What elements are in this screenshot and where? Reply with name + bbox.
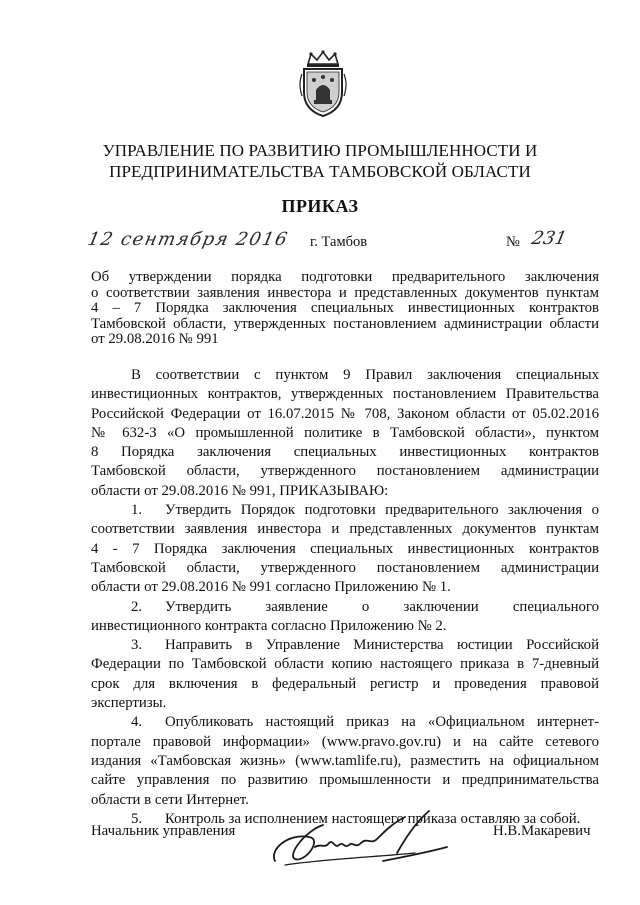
item-line: портале правовой информации» (www.pravo.gov.ru) и на сайте сетевого bbox=[91, 733, 599, 750]
item-line: инвестиционного контракта согласно Приложению № 2. bbox=[91, 617, 447, 634]
handwritten-order-number: 231 bbox=[529, 228, 569, 249]
item-number: 5. bbox=[131, 810, 143, 827]
preamble-line: инвестиционных контрактов, утвержденных постановлением Правительства bbox=[91, 386, 599, 403]
subject-line: о соответствии заявления инвестора и представленных документов пунктам bbox=[91, 285, 599, 301]
org-name-line-1: УПРАВЛЕНИЕ ПО РАЗВИТИЮ ПРОМЫШЛЕННОСТИ И bbox=[102, 141, 538, 160]
item-first-line bbox=[91, 598, 599, 617]
signatory-title: Начальник управления bbox=[91, 823, 236, 839]
item-line: сайте управления по развитию промышленности и предпринимательства bbox=[91, 772, 599, 789]
order-subject bbox=[91, 270, 599, 348]
item-line: области от 29.08.2016 № 991 согласно Приложению № 1. bbox=[91, 579, 451, 596]
preamble-line: области от 29.08.2016 № 991, ПРИКАЗЫВАЮ: bbox=[91, 482, 389, 499]
order-body bbox=[91, 366, 599, 829]
item-line: 4 - 7 Порядка заключения специальных инвестиционных контрактов bbox=[91, 540, 599, 557]
org-name-line-2: ПРЕДПРИНИМАТЕЛЬСТВА ТАМБОВСКОЙ ОБЛАСТИ bbox=[109, 162, 531, 181]
item-number: 1. bbox=[131, 502, 143, 519]
item-text: Утвердить заявление о заключении специального bbox=[165, 598, 599, 615]
item-line: области в сети Интернет. bbox=[91, 791, 249, 808]
item-number: 2. bbox=[131, 598, 143, 615]
subject-line: от 29.08.2016 № 991 bbox=[91, 332, 219, 347]
preamble-line: № 632-З «О промышленной политике в Тамбовской области», пунктом bbox=[91, 424, 599, 441]
subject-line: Тамбовской области, утвержденных постановлением администрации области bbox=[91, 316, 599, 332]
city-name: г. Тамбов bbox=[310, 234, 368, 250]
coat-of-arms-icon bbox=[296, 50, 350, 118]
item-line: срок для включения в федеральный регистр и проведения правовой bbox=[91, 675, 599, 692]
handwritten-date: 12 сентября 2016 bbox=[85, 229, 291, 250]
item-line: издания «Тамбовская жизнь» (www.tamlife.ru), разместить на официальном bbox=[91, 752, 599, 769]
item-number: 3. bbox=[131, 637, 143, 654]
order-number-label: № bbox=[506, 234, 520, 250]
item-number: 4. bbox=[131, 714, 143, 731]
preamble-line: Тамбовской области, утвержденного постановлением администрации bbox=[91, 463, 599, 480]
handwritten-signature bbox=[265, 803, 455, 875]
item-text: Контроль за исполнением настоящего приказа оставляю за собой. bbox=[165, 810, 581, 827]
item-line: экспертизы. bbox=[91, 695, 167, 712]
item-line: Федерации по Тамбовской области копию настоящего приказа в 7-дневный bbox=[91, 656, 599, 673]
item-text: Опубликовать настоящий приказ на «Официальном интернет- bbox=[165, 714, 599, 731]
subject-line: Об утверждении порядка подготовки предварительного заключения bbox=[91, 270, 599, 285]
signatory-name: Н.В.Макаревич bbox=[493, 823, 591, 839]
preamble-line: 8 Порядка заключения специальных инвестиционных контрактов bbox=[91, 444, 599, 461]
item-first-line bbox=[91, 713, 599, 732]
item-text: Направить в Управление Министерства юстиции Российской bbox=[165, 637, 599, 654]
item-line: соответствии заявления инвестора и представленных документов пунктам bbox=[91, 521, 599, 538]
preamble-line: Российской Федерации от 16.07.2015 № 708, Законом области от 05.02.2016 bbox=[91, 405, 599, 422]
item-text: Утвердить Порядок подготовки предварительного заключения о bbox=[165, 502, 599, 519]
item-first-line bbox=[91, 636, 599, 655]
item-line: Тамбовской области, утвержденного постановлением администрации bbox=[91, 559, 599, 576]
preamble-line: В соответствии с пунктом 9 Правил заключения специальных bbox=[131, 367, 599, 383]
item-first-line bbox=[91, 501, 599, 520]
subject-line: 4 – 7 Порядка заключения специальных инвестиционных контрактов bbox=[91, 301, 599, 316]
document-type: ПРИКАЗ bbox=[281, 196, 359, 216]
